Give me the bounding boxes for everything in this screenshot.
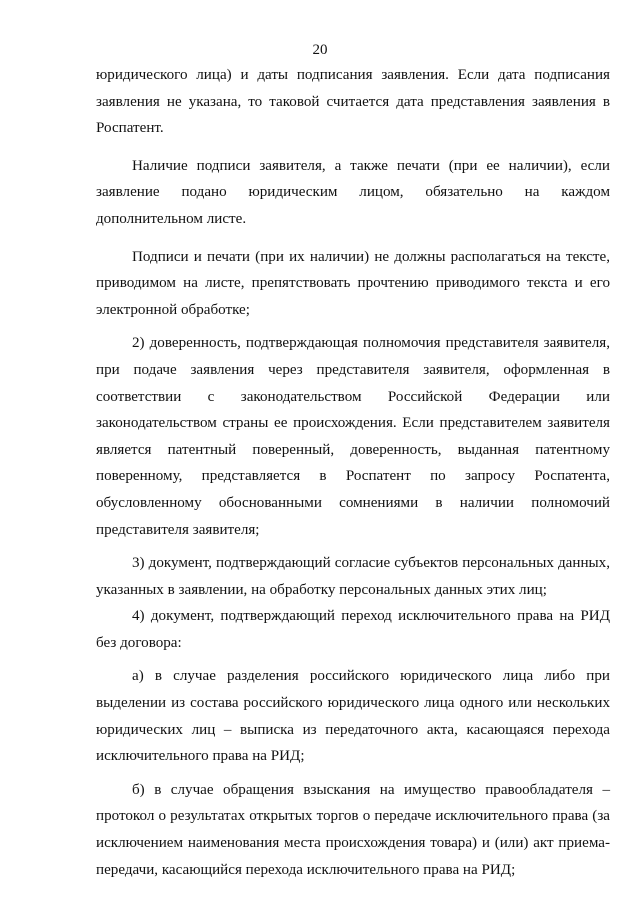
paragraph-item-4-rights-transfer: 4) документ, подтверждающий переход исключительного права на РИД без договора:	[96, 608, 610, 651]
paragraph-item-2-power-of-attorney: 2) доверенность, подтверждающая полномочия представителя заявителя, при подаче заявления через представителя заявителя, оформленная в соответствии с законодательством Российской Федерации или законодательством страны ее происхождения. Если представителем заявителя является патентный поверенный, доверенность, выданная патентному поверенному, представляется в Роспатент по запросу Роспатента, обусловленному обоснованными сомнениями в наличии полномочий представителя заявителя;	[96, 335, 610, 538]
paragraph-subitem-b: б) в случае обращения взыскания на имущество правообладателя – протокол о результатах открытых торгов о передаче исключительного права (за исключением наименования места происхождения товара) и (или) акт приема-передачи, касающийся перехода исключительного права на РИД;	[96, 781, 610, 878]
paragraph-signature-placement: Подписи и печати (при их наличии) не должны располагаться на тексте, приводимом на листе, препятствовать прочтению приводимого текста и его электронной обработке;	[96, 248, 610, 318]
paragraph-item-3-personal-data-consent: 3) документ, подтверждающий согласие субъектов персональных данных, указанных в заявлении, на обработку персональных данных этих лиц;	[96, 555, 610, 598]
paragraph-subitem-a: а) в случае разделения российского юридического лица либо при выделении из состава российского юридического лица одного или нескольких юридических лиц – выписка из передаточного акта, касающаяся перехода исключительного права на РИД;	[96, 668, 610, 765]
body-text	[96, 62, 610, 883]
paragraph-signature-requirement: Наличие подписи заявителя, а также печати (при ее наличии), если заявление подано юридическим лицом, обязательно на каждом дополнительном листе.	[96, 157, 610, 227]
paragraph-continuation: юридического лица) и даты подписания заявления. Если дата подписания заявления не указана, то таковой считается дата представления заявления в Роспатент.	[96, 67, 610, 137]
page-number: 20	[312, 42, 328, 58]
